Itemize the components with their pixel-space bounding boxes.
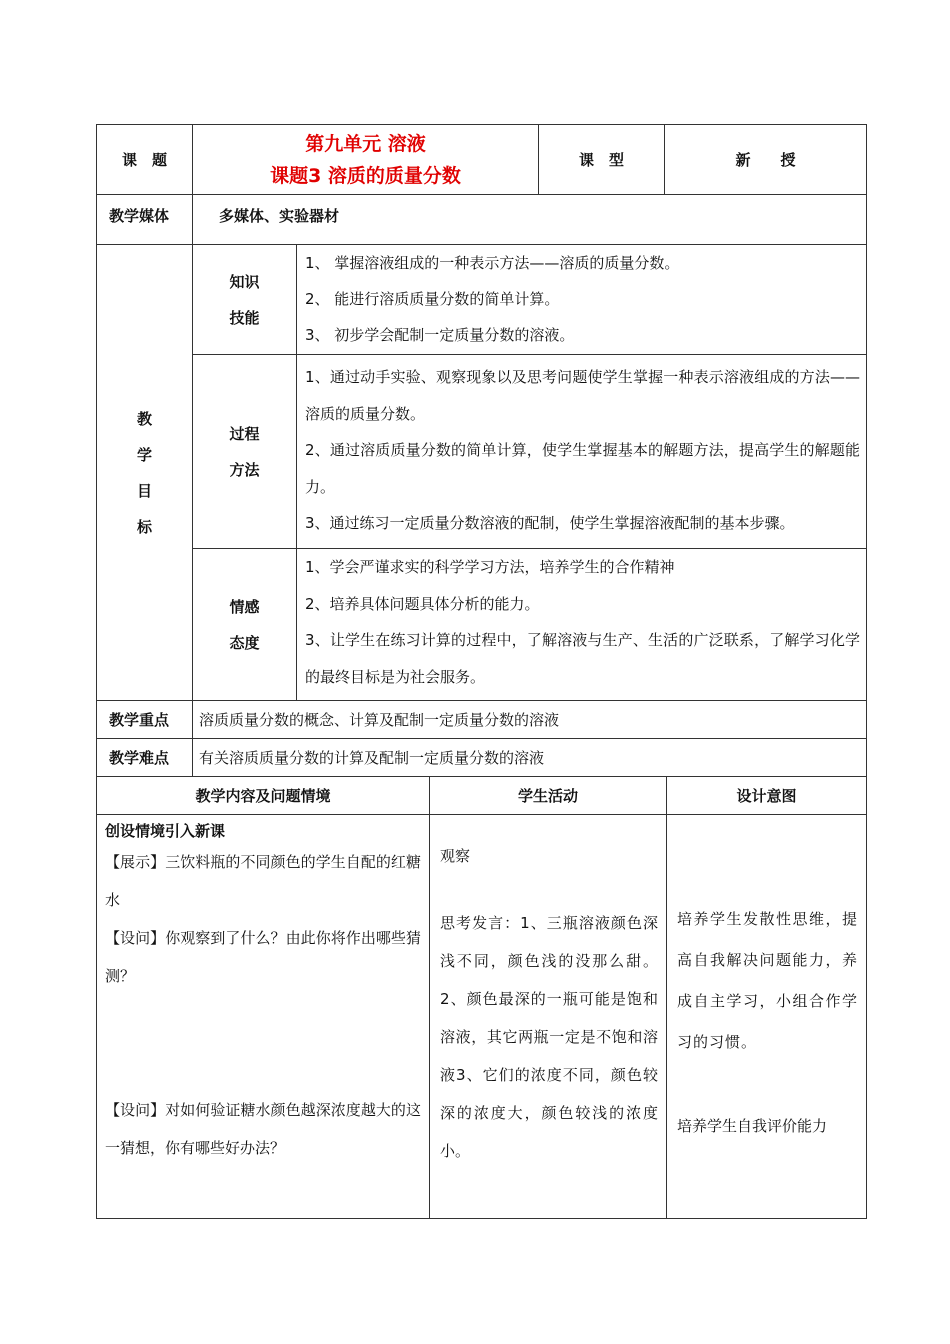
intent-paragraph: 培养学生发散性思维，提高自我解决问题能力，养成自主学习，小组合作学习的习惯。 [677,910,858,1051]
lesson-info-table [96,124,867,777]
media-label: 教学媒体 [97,195,193,245]
content-paragraph: 【设问】对如何验证糖水颜色越深浓度越大的这一猜想，你有哪些好办法？ [105,1101,421,1157]
objective-item: 1、通过动手实验、观察现象以及思考问题使学生掌握一种表示溶液组成的方法——溶质的质量分数。 [305,368,860,423]
lesson-plan [96,124,866,1219]
column-header: 教学内容及问题情境 [97,777,430,815]
intent-cell [667,815,867,1219]
objective-item: 3、通过练习一定质量分数溶液的配制，使学生掌握溶液配制的基本步骤。 [305,514,795,532]
knowledge-items [297,245,867,355]
attitude-items [297,549,867,701]
process-items [297,355,867,549]
key-point-value: 溶质质量分数的概念、计算及配制一定质量分数的溶液 [193,701,867,739]
objective-item: 1、 掌握溶液组成的一种表示方法——溶质的质量分数。 [305,254,680,272]
objective-item: 1、学会严谨求实的科学学习方法，培养学生的合作精神 [305,558,675,576]
category-knowledge: 知识 技能 [193,245,297,355]
media-value: 多媒体、实验器材 [193,195,867,245]
difficulty-label: 教学难点 [97,739,193,777]
category-attitude: 情感 态度 [193,549,297,701]
objective-item: 2、 能进行溶质质量分数的简单计算。 [305,290,560,308]
topic-label: 课 题 [97,125,193,195]
type-label: 课 型 [539,125,665,195]
lesson-title [193,125,539,195]
activity-paragraph: 思考发言：1、三瓶溶液颜色深浅不同，颜色浅的没那么甜。2、颜色最深的一瓶可能是饱和溶液，其它两瓶一定是不饱和溶液3、它们的浓度不同，颜色较深的浓度大，颜色较浅的浓度小。 [440,914,658,1160]
activity-paragraph: 观察 [440,847,471,865]
column-header: 设计意图 [667,777,867,815]
topic-title: 课题3 溶质的质量分数 [270,164,461,187]
section-heading: 创设情境引入新课 [105,822,226,840]
content-paragraph: 【展示】三饮料瓶的不同颜色的学生自配的红糖水 [105,853,421,909]
unit-title: 第九单元 溶液 [305,132,426,155]
objective-item: 2、培养具体问题具体分析的能力。 [305,594,540,613]
objective-item: 3、让学生在练习计算的过程中，了解溶液与生产、生活的广泛联系，了解学习化学的最终目标是为社会服务。 [305,631,860,686]
difficulty-value: 有关溶质质量分数的计算及配制一定质量分数的溶液 [193,739,867,777]
content-cell [97,815,430,1219]
activity-cell [430,815,667,1219]
objectives-label: 教 学 目 标 [97,245,193,701]
type-value: 新 授 [665,125,867,195]
objective-item: 2、通过溶质质量分数的简单计算，使学生掌握基本的解题方法，提高学生的解题能力。 [305,441,860,496]
category-process: 过程 方法 [193,355,297,549]
intent-paragraph: 培养学生自我评价能力 [677,1117,828,1135]
column-header: 学生活动 [430,777,667,815]
key-point-label: 教学重点 [97,701,193,739]
content-paragraph: 【设问】你观察到了什么？由此你将作出哪些猜测？ [105,929,421,985]
objective-item: 3、 初步学会配制一定质量分数的溶液。 [305,326,575,344]
teaching-process-table [96,776,867,1219]
